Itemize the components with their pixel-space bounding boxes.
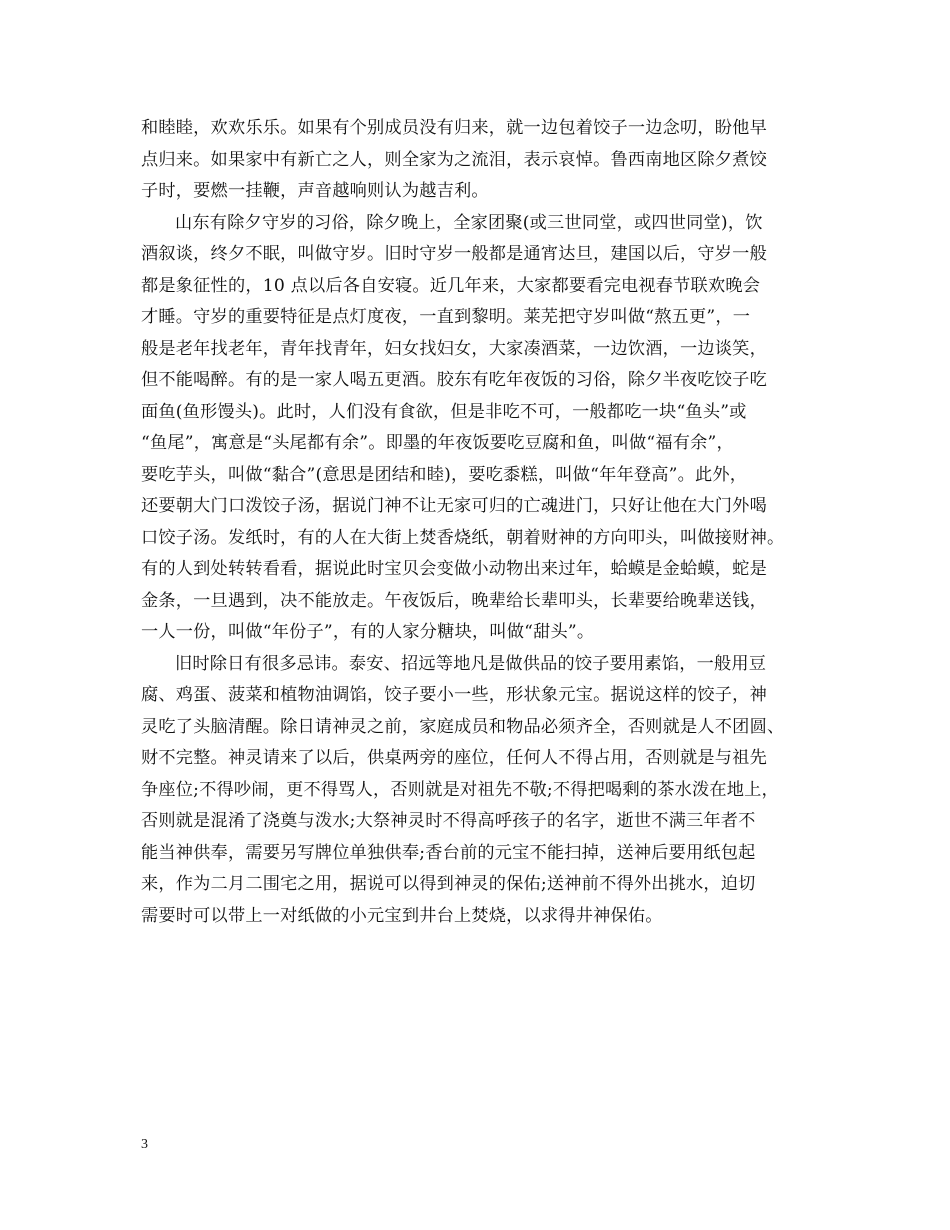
paragraph-start-line: 山东有除夕守岁的习俗，除夕晚上，全家团聚(或三世同堂，或四世同堂)，饮	[175, 212, 763, 233]
text-line: 般是老年找老年，青年找青年，妇女找妇女，大家凑酒菜，一边饮酒，一边谈笑，	[141, 338, 767, 359]
body-text	[141, 113, 813, 932]
text-line: 但不能喝醉。有的是一家人喝五更酒。胶东有吃年夜饭的习俗，除夕半夜吃饺子吃	[141, 370, 767, 390]
text-line: 才睡。守岁的重要特征是点灯度夜，一直到黎明。莱芜把守岁叫做“熬五更”，一	[141, 307, 751, 327]
text-line: 争座位;不得吵闹，更不得骂人，否则就是对祖先不敬;不得把喝剩的茶水泼在地上，	[141, 779, 779, 800]
text-line: 需要时可以带上一对纸做的小元宝到井台上焚烧，以求得井神保佑。	[141, 905, 663, 926]
text-line: 财不完整。神灵请来了以后，供桌两旁的座位，任何人不得占用，否则就是与祖先	[141, 748, 767, 768]
text-line: 一人一份，叫做“年份子”，有的人家分糖块，叫做“甜头”。	[141, 622, 595, 642]
text-line: 金条，一旦遇到，决不能放走。午夜饭后，晚辈给长辈叩头，长辈要给晚辈送钱，	[141, 590, 767, 611]
text-line: 都是象征性的，10 点以后各自安寝。近几年来，大家都要看完电视春节联欢晚会	[141, 275, 761, 296]
text-line: 否则就是混淆了浇奠与泼水;大祭神灵时不得高呼孩子的名字，逝世不满三年者不	[141, 811, 756, 831]
text-line: 灵吃了头脑清醒。除日请神灵之前，家庭成员和物品必须齐全，否则就是人不团圆、	[141, 716, 785, 737]
text-line: 子时，要燃一挂鞭，声音越响则认为越吉利。	[141, 181, 489, 201]
text-line: 面鱼(鱼形馒头)。此时，人们没有食欲，但是非吃不可，一般都吃一块“鱼头”或	[141, 401, 747, 422]
paragraph-start-line: 旧时除日有很多忌讳。泰安、招远等地凡是做供品的饺子要用素馅，一般用豆	[175, 653, 767, 674]
text-line: 有的人到处转转看看，据说此时宝贝会变做小动物出来过年，蛤蟆是金蛤蟆，蛇是	[141, 559, 767, 579]
page-number: 3	[141, 1137, 148, 1152]
text-line: 腐、鸡蛋、菠菜和植物油调馅，饺子要小一些，形状象元宝。据说这样的饺子，神	[141, 685, 767, 705]
text-line: 和睦睦，欢欢乐乐。如果有个别成员没有归来，就一边包着饺子一边念叨，盼他早	[141, 118, 767, 138]
text-line: 还要朝大门口泼饺子汤，据说门神不让无家可归的亡魂进门，只好让他在大门外喝	[141, 496, 767, 516]
text-line: 点归来。如果家中有新亡之人，则全家为之流泪，表示哀悼。鲁西南地区除夕煮饺	[141, 149, 767, 170]
text-line: “鱼尾”，寓意是“头尾都有余”。即墨的年夜饭要吃豆腐和鱼，叫做“福有余”，	[141, 433, 734, 453]
text-line: 能当神供奉，需要另写牌位单独供奉;香台前的元宝不能扫掉，送神后要用纸包起	[141, 842, 756, 863]
text-line: 要吃芋头，叫做“黏合”(意思是团结和睦)，要吃黍糕，叫做“年年登高”。此外，	[141, 464, 748, 485]
text-line: 口饺子汤。发纸时，有的人在大街上焚香烧纸，朝着财神的方向叩头，叫做接财神。	[141, 527, 785, 548]
text-line: 酒叙谈，终夕不眠，叫做守岁。旧时守岁一般都是通宵达旦，建国以后，守岁一般	[141, 244, 767, 264]
text-line: 来，作为二月二围宅之用，据说可以得到神灵的保佑;送神前不得外出挑水，迫切	[141, 874, 756, 894]
